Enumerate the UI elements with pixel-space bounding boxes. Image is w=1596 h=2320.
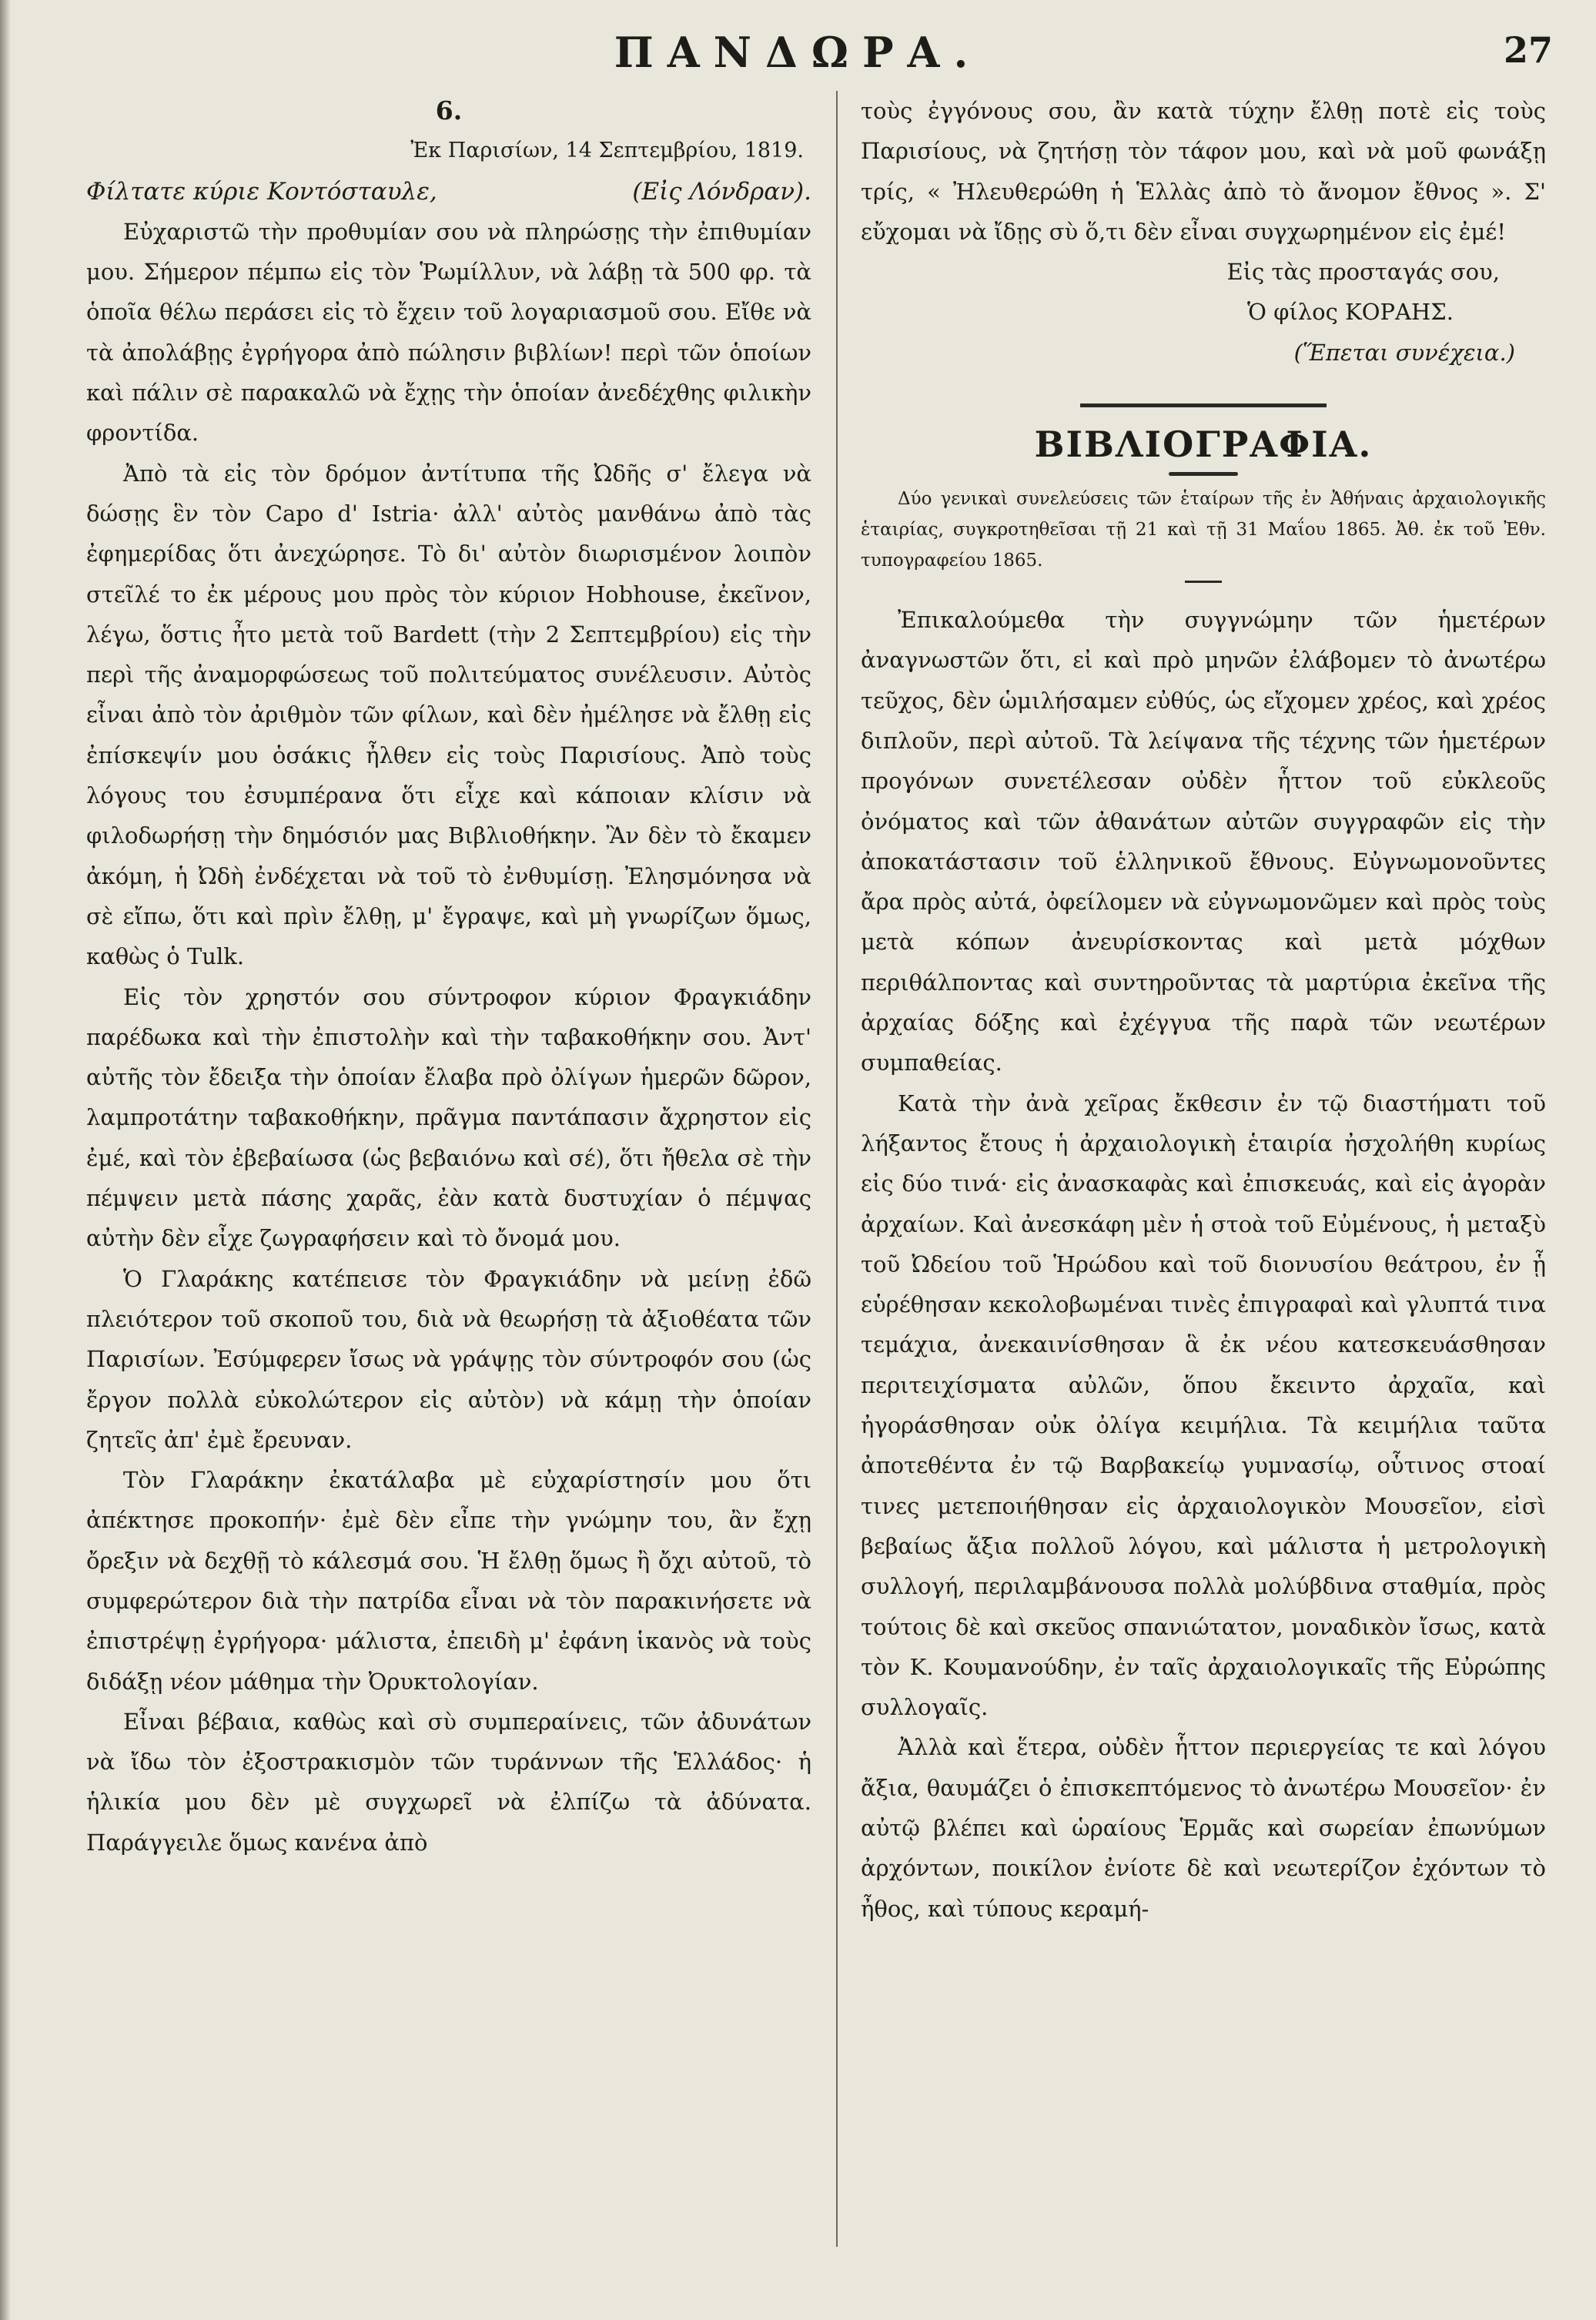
- letter-paragraph: Εἶναι βέβαια, καθὼς καὶ σὺ συμπεραίνεις, τῶν ἀδυνάτων νὰ ἴδω τὸν ἐξοστρακισμὸν τῶν τυράννων τῆς Ἑλλάδος· ἡ ἡλικία μου δὲν μὲ συγχωρεῖ νὰ ἐλπίζω τὰ ἀδύνατα. Παράγγειλε ὅμως κανένα ἀπὸ: [86, 1708, 811, 1856]
- letter-signature: Ὁ φίλος ΚΟΡΑΗΣ.: [1246, 299, 1454, 326]
- letter-dateline: Ἐκ Παρισίων, 14 Σεπτεμβρίου, 1819.: [410, 139, 804, 163]
- letter-closing: Εἰς τὰς προσταγάς σου,: [1226, 259, 1500, 286]
- letter-continuation: τοὺς ἐγγόνους σου, ἂν κατὰ τύχην ἔλθῃ ποτὲ εἰς τοὺς Παρισίους, νὰ ζητήσῃ τὸν τάφον μου, καὶ νὰ μοῦ φωνάξῃ τρίς, « Ἠλευθερώθη ἡ Ἑλλὰς ἀπὸ τὸ ἄνομον ἔθνος ». Σ' εὔχομαι νὰ ἴδῃς σὺ ὅ,τι δὲν εἶναι συγχωρημένον εἰς ἐμέ!: [861, 98, 1546, 245]
- letter-number: 6.: [435, 95, 463, 126]
- continued-note: (Ἕπεται συνέχεια.): [1293, 339, 1515, 366]
- review-paragraph: Ἀλλὰ καὶ ἕτερα, οὐδὲν ἧττον περιεργείας τε καὶ λόγου ἄξια, θαυμάζει ὁ ἐπισκεπτόμενος τὸ ἀνωτέρω Μουσεῖον· ἐν αὐτῷ βλέπει καὶ ὡραίους Ἑρμᾶς καὶ σωρείαν ἐπωνύμων ἀρχόντων, ποικίλον ἐνίοτε δὲ καὶ νεωτερίζον ἐχόντων τὸ ἦθος, καὶ τύπους κεραμή-: [861, 1734, 1546, 1922]
- page-header: [0, 28, 1596, 82]
- ornament-swash: [1169, 472, 1238, 476]
- letter-paragraph: Εὐχαριστῶ τὴν προθυμίαν σου νὰ πληρώσῃς τὴν ἐπιθυμίαν μου. Σήμερον πέμπω εἰς τὸν Ῥωμίλλυν, νὰ λάβῃ τὰ 500 φρ. τὰ ὁποῖα θέλω περάσει εἰς τὸ ἔχειν τοῦ λογαριασμοῦ σου. Εἴθε νὰ τὰ ἀπολάβῃς ἐγρήγορα ἀπὸ πώλησιν βιβλίων! περὶ τῶν ὁποίων καὶ πάλιν σὲ παρακαλῶ νὰ ἔχῃς τὴν ὁποίαν ἀνεδέχθης φιλικὴν φροντίδα.: [86, 218, 811, 447]
- bibliography-citation: Δύο γενικαὶ συνελεύσεις τῶν ἑταίρων τῆς ἐν Ἀθήναις ἀρχαιολογικῆς ἑταιρίας, συγκροτηθεῖσαι τῇ 21 καὶ τῇ 31 Μαΐου 1865. Ἀθ. ἐκ τοῦ Ἐθν. τυπογραφείου 1865.: [861, 489, 1546, 571]
- column-divider: [836, 91, 838, 2247]
- letter-paragraph: Εἰς τὸν χρηστόν σου σύντροφον κύριον Φραγκιάδην παρέδωκα καὶ τὴν ἐπιστολὴν καὶ τὴν ταβακοθήκην σου. Ἀντ' αὐτῆς τὸν ἔδειξα τὴν ὁποίαν ἔλαβα πρὸ ὀλίγων ἡμερῶν δῶρον, λαμπροτάτην ταβακοθήκην, πρᾶγμα παντάπασιν ἄχρηστον εἰς ἐμέ, καὶ τὸν ἐβεβαίωσα (ὡς βεβαιόνω καὶ σέ), ὅτι ἤθελα σὲ τὴν πέμψειν μετὰ πάσης χαρᾶς, ἐὰν κατὰ δυστυχίαν ὁ πέμψας αὐτὴν δὲν εἶχε ζωγραφήσειν καὶ τὸ ὄνομά μου.: [86, 983, 811, 1252]
- review-paragraph: Ἐπικαλούμεθα τὴν συγγνώμην τῶν ἡμετέρων ἀναγνωστῶν ὅτι, εἰ καὶ πρὸ μηνῶν ἐλάβομεν τὸ ἀνωτέρω τεῦχος, δὲν ὡμιλήσαμεν εὐθύς, ὡς εἴχομεν χρέος, καὶ χρέος διπλοῦν, περὶ αὐτοῦ. Τὰ λείψανα τῆς τέχνης τῶν ἡμετέρων προγόνων συνετέλεσαν οὐδὲν ἧττον τοῦ εὐκλεοῦς ὀνόματος καὶ τῶν ἀθανάτων αὐτῶν συγγραφῶν εἰς τὴν ἀποκατάστασιν τοῦ ἑλληνικοῦ ἔθνους. Εὐγνωμονοῦντες ἄρα πρὸς αὐτά, ὀφείλομεν νὰ εὐγνωμονῶμεν καὶ πρὸς τοὺς μετὰ κόπων ἀνευρίσκοντας καὶ μετὰ μόχθων περιθάλποντας καὶ συντηροῦντας τὰ μαρτύρια ἐκεῖνα τῆς ἀρχαίας δόξης καὶ ἐχέγγυα τῆς παρὰ τῶν νεωτέρων συμπαθείας.: [861, 607, 1546, 1076]
- salutation-addressee: Φίλτατε κύριε Κοντόσταυλε,: [86, 177, 437, 206]
- letter-paragraph: Ἀπὸ τὰ εἰς τὸν δρόμον ἀντίτυπα τῆς Ὠδῆς σ' ἔλεγα νὰ δώσῃς ἓν τὸν Capo d' Istria· ἀλλ' αὐτὸς μανθάνω ἀπὸ τὰς ἐφημερίδας ὅτι ἀνεχώρησε. Τὸ δι' αὐτὸν διωρισμένον λοιπὸν στεῖλέ το ἐκ μέρους μου πρὸς τὸν κύριον Hobhouse, ἐκεῖνον, λέγω, ὅστις ἦτο μετὰ τοῦ Bardett (τὴν 2 Σεπτεμβρίου) εἰς τὴν περὶ τῆς ἀναμορφώσεως τοῦ πολιτεύματος συνέλευσιν. Αὐτὸς εἶναι ἀπὸ τὸν ἀριθμὸν τῶν φίλων, καὶ δὲν ἠμέλησε νὰ ἔλθῃ εἰς ἐπίσκεψίν μου ὁσάκις ἦλθεν εἰς τοὺς Παρισίους. Ἀπὸ τοὺς λόγους του ἐσυμπέρανα ὅτι εἶχε καὶ κάποιαν κλίσιν νὰ φιλοδωρήσῃ τὴν δημόσιόν μας Βιβλιοθήκην. Ἂν δὲν τὸ ἔκαμεν ἀκόμη, ἡ Ὠδὴ ἐνδέχεται νὰ τοῦ τὸ ἐνθυμίσῃ. Ἐλησμόνησα νὰ σὲ εἴπω, ὅτι καὶ πρὶν ἔλθῃ, μ' ἔγραψε, καὶ μὴ γνωρίζων ὅμως, καθὼς ὁ Tulk.: [86, 460, 811, 970]
- publication-title: ΠΑΝΔΩΡΑ.: [614, 28, 982, 77]
- section-rule: [1080, 403, 1327, 407]
- short-rule: [1185, 581, 1222, 583]
- review-paragraph: Κατὰ τὴν ἀνὰ χεῖρας ἔκθεσιν ἐν τῷ διαστήματι τοῦ λήξαντος ἔτους ἡ ἀρχαιολογικὴ ἑταιρία ἠσχολήθη κυρίως εἰς δύο τινά· εἰς ἀνασκαφὰς καὶ ἐπισκευάς, καὶ εἰς ἀγορὰν ἀρχαίων. Καὶ ἀνεσκάφη μὲν ἡ στοὰ τοῦ Εὐμένους, ἡ μεταξὺ τοῦ Ὠδείου τοῦ Ἡρώδου καὶ τοῦ διονυσίου θεάτρου, ἐν ᾗ εὑρέθησαν κεκολοβωμέναι τινὲς ἐπιγραφαὶ καὶ γλυπτά τινα τεμάχια, ἀνεκαινίσθησαν ἃ ἐκ νέου κατεσκευάσθησαν περιτειχίσματα αὐλῶν, ὅπου ἔκειντο ἀρχαῖα, καὶ ἠγοράσθησαν οὐκ ὀλίγα κειμήλια. Τὰ κειμήλια ταῦτα ἀποτεθέντα ἐν τῷ Βαρβακείῳ γυμνασίῳ, οὗτινος στοαί τινες μετεποιήθησαν εἰς ἀρχαιολογικὸν Μουσεῖον, εἰσὶ βεβαίως ἄξια πολλοῦ λόγου, καὶ μάλιστα ἡ μετρολογικὴ συλλογή, περιλαμβάνουσα πολλὰ μολύβδινα σταθμία, πρὸς τούτοις δὲ καὶ σκεῦος σπανιώτατον, μοναδικὸν ἴσως, κατὰ τὸν Κ. Κουμανούδην, ἐν ταῖς ἀρχαιολογικαῖς τῆς Εὐρώπης συλλογαῖς.: [861, 1090, 1546, 1721]
- right-column: [861, 91, 1546, 1929]
- letter-paragraph: Ὁ Γλαράκης κατέπεισε τὸν Φραγκιάδην νὰ μείνῃ ἐδῶ πλειότερον τοῦ σκοποῦ του, διὰ νὰ θεωρήσῃ τὰ ἀξιοθέατα τῶν Παρισίων. Ἐσύμφερεν ἴσως νὰ γράψῃς τὸν σύντροφόν σου (ὡς ἔργον πολλὰ εὐκολώτερον εἰς αὐτὸν) νὰ κάμῃ τὴν ὁποίαν ζητεῖς ἀπ' ἐμὲ ἔρευναν.: [86, 1265, 811, 1453]
- letter-paragraph: Τὸν Γλαράκην ἐκατάλαβα μὲ εὐχαρίστησίν μου ὅτι ἀπέκτησε προκοπήν· ἐμὲ δὲν εἶπε τὴν γνώμην του, ἂν ἔχῃ ὄρεξιν νὰ δεχθῇ τὸ κάλεσμά σου. Ἡ ἔλθῃ ὅμως ἢ ὄχι αὐτοῦ, τὸ συμφερώτερον διὰ τὴν πατρίδα εἶναι νὰ τὸν παρακινήσετε νὰ ἐπιστρέψῃ ἐγρήγορα· μάλιστα, ἐπειδὴ μ' ἐφάνη ἱκανὸς νὰ τοὺς διδάξῃ νέον μάθημα τὴν Ὀρυκτολογίαν.: [86, 1467, 811, 1695]
- page-number: 27: [1503, 29, 1553, 71]
- letter-salutation: [86, 172, 811, 212]
- left-column: [86, 91, 811, 1863]
- salutation-destination: (Εἰς Λόνδραν).: [632, 177, 811, 206]
- section-title: ΒΙΒΛΙΟΓΡΑΦΙΑ.: [1034, 423, 1373, 466]
